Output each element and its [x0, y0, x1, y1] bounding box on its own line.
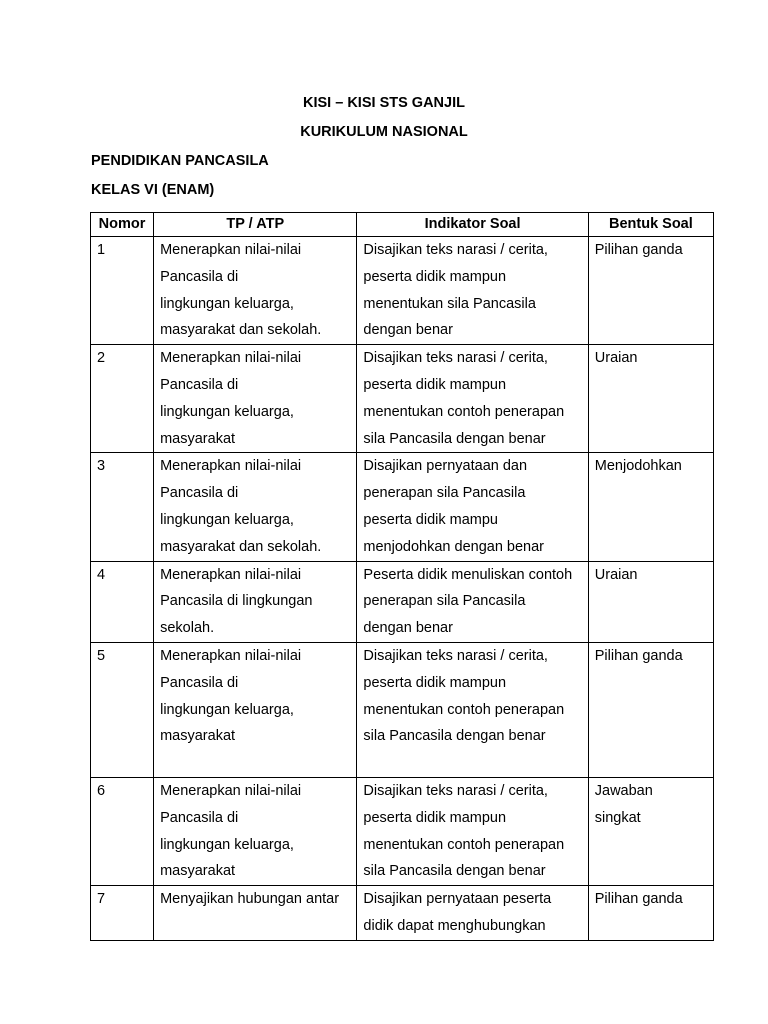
cell-indikator-soal — [357, 886, 588, 941]
cell-nomor: 4 — [91, 561, 154, 642]
cell-indikator-soal — [357, 237, 588, 345]
header-tp-atp: TP / ATP — [154, 213, 357, 237]
cell-tp-atp-line: Menerapkan nilai-nilai — [160, 566, 302, 583]
cell-tp-atp — [154, 453, 357, 561]
cell-tp-atp-line: lingkungan keluarga, — [160, 295, 294, 312]
cell-tp-atp-line: sekolah. — [160, 620, 215, 637]
cell-indikator-soal-line: menentukan sila Pancasila — [363, 295, 536, 312]
cell-tp-atp-line: Menerapkan nilai-nilai — [160, 242, 302, 258]
cell-indikator-soal — [357, 642, 588, 777]
cell-tp-atp-line: Pancasila di — [160, 485, 239, 502]
cell-tp-atp — [154, 886, 357, 941]
table-row — [91, 777, 714, 885]
cell-indikator-soal-line: peserta didik mampun — [363, 809, 507, 826]
header-indikator-soal: Indikator Soal — [357, 213, 588, 237]
document-title: KISI – KISI STS GANJIL — [303, 95, 465, 111]
cell-tp-atp-line: lingkungan keluarga, — [160, 403, 294, 420]
table-row — [91, 561, 714, 642]
cell-indikator-soal-line: peserta didik mampu — [363, 511, 498, 528]
cell-indikator-soal-line: menentukan contoh penerapan — [363, 836, 565, 853]
cell-indikator-soal-line: sila Pancasila dengan benar — [363, 863, 546, 880]
cell-indikator-soal-line: dengan benar — [363, 620, 453, 637]
cell-nomor: 3 — [91, 453, 154, 561]
cell-tp-atp — [154, 777, 357, 885]
subject-heading: PENDIDIKAN PANCASILA — [91, 153, 269, 169]
table-row — [91, 642, 714, 777]
cell-nomor: 7 — [91, 886, 154, 941]
cell-indikator-soal-line: peserta didik mampun — [363, 376, 507, 393]
cell-indikator-soal-line: menentukan contoh penerapan — [363, 403, 565, 420]
cell-indikator-soal-line: menentukan contoh penerapan — [363, 701, 565, 718]
cell-tp-atp — [154, 642, 357, 777]
cell-tp-atp — [154, 561, 357, 642]
cell-indikator-soal-line: peserta didik mampun — [363, 268, 507, 285]
cell-indikator-soal-line: sila Pancasila dengan benar — [363, 430, 546, 447]
table-row — [91, 237, 714, 345]
cell-bentuk-soal — [588, 777, 713, 885]
cell-tp-atp-line: masyarakat — [160, 863, 236, 880]
cell-indikator-soal-line: Disajikan teks narasi / cerita, — [363, 782, 548, 799]
cell-indikator-soal-line: didik dapat menghubungkan — [363, 917, 546, 934]
cell-indikator-soal-line: Peserta didik menuliskan contoh — [363, 566, 573, 583]
cell-bentuk-soal-line: Jawaban — [594, 782, 653, 799]
cell-indikator-soal-line: Disajikan pernyataan dan — [363, 458, 528, 475]
cell-bentuk-soal-line: singkat — [594, 809, 641, 826]
cell-nomor: 5 — [91, 642, 154, 777]
cell-indikator-soal-line: Disajikan teks narasi / cerita, — [363, 350, 548, 367]
cell-bentuk-soal-line: Uraian — [594, 350, 638, 367]
cell-tp-atp — [154, 237, 357, 345]
cell-tp-atp-line: lingkungan keluarga, — [160, 511, 294, 528]
cell-bentuk-soal — [588, 345, 713, 453]
cell-tp-atp-line: Menerapkan nilai-nilai — [160, 647, 302, 664]
cell-nomor: 2 — [91, 345, 154, 453]
cell-tp-atp-line: Pancasila di — [160, 809, 239, 826]
kisi-kisi-table — [90, 212, 714, 941]
cell-tp-atp-line: lingkungan keluarga, — [160, 701, 294, 718]
table-row — [91, 345, 714, 453]
cell-tp-atp-line: Menyajikan hubungan antar — [160, 891, 340, 908]
table-header-row — [91, 213, 714, 237]
cell-tp-atp-line: Pancasila di — [160, 376, 239, 393]
cell-indikator-soal-line: menjodohkan dengan benar — [363, 538, 544, 555]
cell-bentuk-soal — [588, 886, 713, 941]
cell-bentuk-soal-line: Uraian — [594, 566, 638, 583]
cell-tp-atp-line: Pancasila di lingkungan — [160, 593, 313, 610]
document-subtitle: KURIKULUM NASIONAL — [300, 124, 468, 140]
cell-bentuk-soal — [588, 237, 713, 345]
cell-indikator-soal — [357, 777, 588, 885]
cell-tp-atp-line: masyarakat dan sekolah. — [160, 322, 322, 339]
cell-bentuk-soal — [588, 561, 713, 642]
cell-bentuk-soal-line: Pilihan ganda — [594, 242, 683, 258]
cell-indikator-soal — [357, 345, 588, 453]
cell-nomor: 1 — [91, 237, 154, 345]
cell-indikator-soal — [357, 453, 588, 561]
cell-tp-atp-line: masyarakat dan sekolah. — [160, 538, 322, 555]
cell-bentuk-soal-line: Pilihan ganda — [594, 647, 683, 664]
cell-bentuk-soal — [588, 642, 713, 777]
cell-tp-atp-line: Pancasila di — [160, 674, 239, 691]
cell-bentuk-soal — [588, 453, 713, 561]
cell-tp-atp-line: lingkungan keluarga, — [160, 836, 294, 853]
header-bentuk-soal: Bentuk Soal — [588, 213, 713, 237]
cell-indikator-soal — [357, 561, 588, 642]
cell-tp-atp-line: Menerapkan nilai-nilai — [160, 350, 302, 367]
cell-bentuk-soal-line: Pilihan ganda — [594, 891, 683, 908]
cell-bentuk-soal-line: Menjodohkan — [594, 458, 682, 475]
table-row — [91, 453, 714, 561]
cell-indikator-soal-line: Disajikan pernyataan peserta — [363, 891, 552, 908]
cell-indikator-soal-line: penerapan sila Pancasila — [363, 485, 526, 502]
cell-indikator-soal-line: Disajikan teks narasi / cerita, — [363, 647, 548, 664]
cell-indikator-soal-line: peserta didik mampun — [363, 674, 507, 691]
cell-tp-atp-line: masyarakat — [160, 430, 236, 447]
cell-indikator-soal-line: sila Pancasila dengan benar — [363, 728, 546, 745]
cell-indikator-soal-line: Disajikan teks narasi / cerita, — [363, 242, 548, 258]
table-row — [91, 886, 714, 941]
cell-tp-atp-line: Menerapkan nilai-nilai — [160, 782, 302, 799]
cell-tp-atp-line: masyarakat — [160, 728, 236, 745]
cell-tp-atp-line: Pancasila di — [160, 268, 239, 285]
grade-heading: KELAS VI (ENAM) — [91, 182, 215, 198]
cell-tp-atp-line: Menerapkan nilai-nilai — [160, 458, 302, 475]
cell-indikator-soal-line: penerapan sila Pancasila — [363, 593, 526, 610]
header-nomor: Nomor — [91, 213, 154, 237]
cell-nomor: 6 — [91, 777, 154, 885]
cell-tp-atp — [154, 345, 357, 453]
cell-indikator-soal-line: dengan benar — [363, 322, 453, 339]
